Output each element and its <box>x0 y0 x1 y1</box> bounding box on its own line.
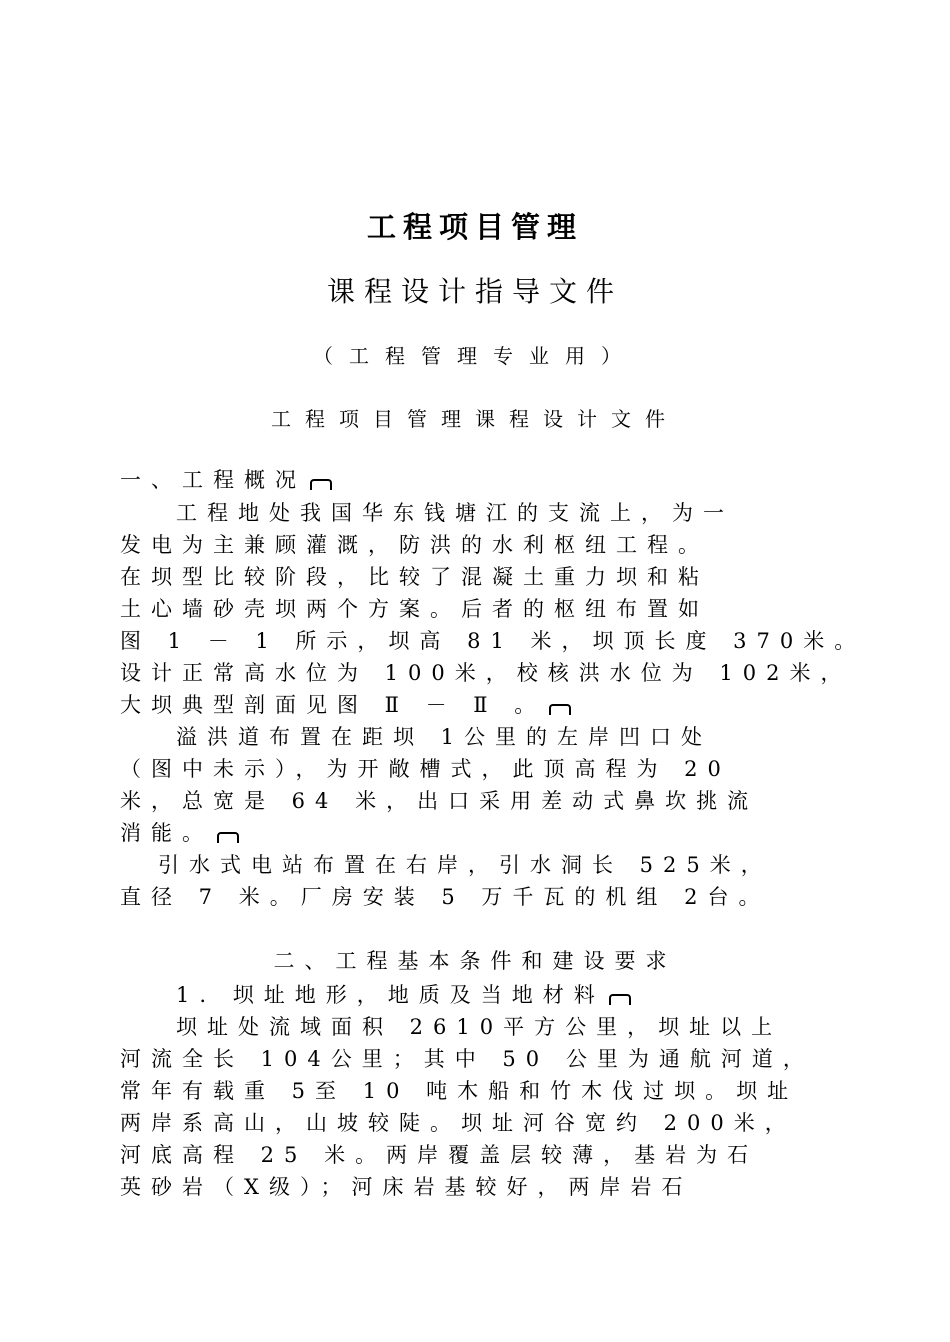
paragraph-line: 发电为主兼顾灌溉，防洪的水利枢纽工程。 <box>120 533 709 557</box>
paragraph-line: 消能。 <box>120 818 840 848</box>
document-subtitle: 课程设计指导文件 <box>326 275 623 308</box>
document-audience: （工程管理专业用） <box>313 344 637 368</box>
paragraph-line: 溢洪道布置在距坝 1公里的左岸凹口处 <box>176 725 713 749</box>
section-heading-overview: 一、工程概况 <box>120 465 840 495</box>
paragraph-line: 图 1 － 1 所示，坝高 81 米，坝顶长度 370米。 <box>120 629 866 653</box>
paragraph-line: 直径 7 米。厂房安装 5 万千瓦的机组 2台。 <box>120 885 770 909</box>
paragraph-mark-icon <box>549 704 571 715</box>
paragraph-line: 河流全长 104公里；其中 50 公里为通航河道， <box>120 1047 814 1071</box>
paragraph-line: 河底高程 25 米。两岸覆盖层较薄，基岩为石 <box>120 1143 759 1167</box>
paragraph-mark-icon <box>310 479 332 490</box>
paragraph-line: 引水式电站布置在右岸，引水洞长 525米， <box>158 853 772 877</box>
paragraph-line: 米，总宽是 64 米，出口采用差动式鼻坎挑流 <box>120 789 759 813</box>
paragraph-line: 坝址处流域面积 2610平方公里，坝址以上 <box>176 1015 783 1039</box>
paragraph-mark-icon <box>609 994 631 1005</box>
paragraph-line: 大坝典型剖面见图 Ⅱ － Ⅱ 。 <box>120 690 840 720</box>
paragraph-line: 英砂岩（Ⅹ级）；河床岩基较好，两岸岩石 <box>120 1175 693 1199</box>
paragraph-line: （图中未示），为开敞槽式，此顶高程为 20 <box>120 757 731 781</box>
section-heading-conditions: 二、工程基本条件和建设要求 <box>273 949 677 973</box>
paragraph-line: 两岸系高山，山坡较陡。坝址河谷宽约 200米， <box>120 1111 796 1135</box>
paragraph-line: 设计正常高水位为 100米，校核洪水位为 102米， <box>120 661 852 685</box>
document-heading: 工程项目管理课程设计文件 <box>271 407 679 431</box>
paragraph-line: 常年有载重 5至 10 吨木船和竹木伐过坝。坝址 <box>120 1079 799 1103</box>
paragraph-line: 土心墙砂壳坝两个方案。后者的枢纽布置如 <box>120 597 709 621</box>
subsection-heading: 1. 坝址地形，地质及当地材料 <box>176 980 896 1010</box>
paragraph-line: 工程地处我国华东钱塘江的支流上，为一 <box>176 501 734 525</box>
paragraph-mark-icon <box>217 832 239 843</box>
paragraph-line: 在坝型比较阶段，比较了混凝土重力坝和粘 <box>120 565 709 589</box>
document-title: 工程项目管理 <box>366 210 583 244</box>
